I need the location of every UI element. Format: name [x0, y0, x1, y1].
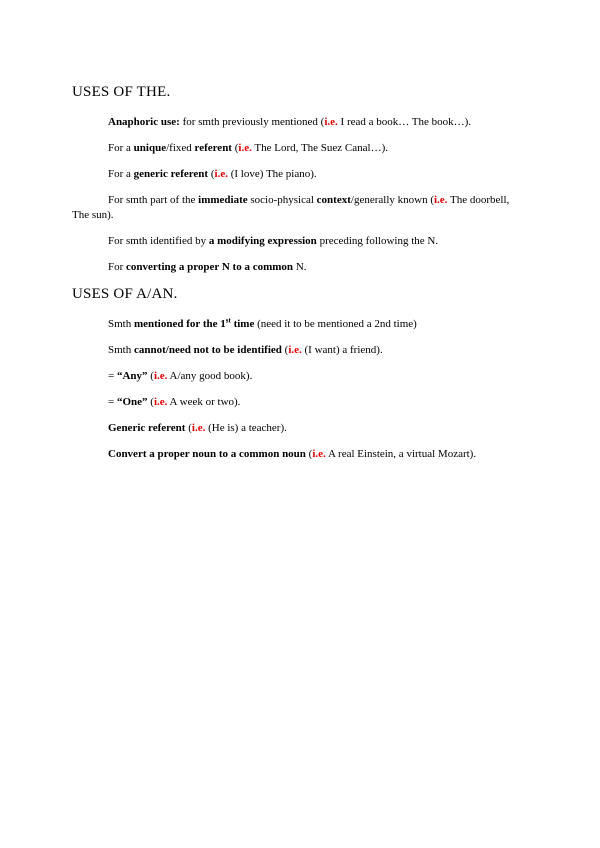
list-item: [72, 115, 512, 130]
list-item: [72, 141, 512, 156]
list-item: [72, 234, 512, 249]
section-title: USES OF A/AN.: [72, 286, 178, 302]
bold-term: cannot/need not to be identified: [133, 344, 282, 356]
bold-term: mentioned for the 1: [133, 318, 226, 330]
list-item: [72, 317, 512, 332]
section-title: USES OF THE.: [72, 84, 171, 100]
text-segment: (: [185, 422, 192, 434]
example-marker: i.e.: [238, 142, 252, 154]
text-segment: A week or two).: [167, 396, 241, 408]
bold-term: immediate: [198, 194, 248, 206]
text-segment: (: [208, 168, 215, 180]
bold-term: generic referent: [133, 168, 209, 180]
text-segment: socio-physical: [247, 194, 317, 206]
text-segment: Smth: [108, 318, 134, 330]
text-segment: =: [108, 370, 117, 382]
text-segment: =: [108, 396, 117, 408]
text-segment: N.: [293, 261, 307, 273]
text-segment: For a: [108, 142, 134, 154]
example-marker: i.e.: [433, 194, 448, 206]
bold-term: Generic referent: [108, 422, 186, 434]
list-item: [72, 193, 512, 223]
example-marker: i.e.: [191, 422, 206, 434]
example-marker: i.e.: [153, 396, 168, 408]
bold-term: Convert a proper noun to a common noun: [108, 448, 306, 460]
text-segment: A real Einstein, a virtual Mozart).: [325, 448, 477, 460]
bold-term: “One”: [116, 396, 148, 408]
text-segment: For smth identified by: [108, 235, 209, 247]
example-marker: i.e.: [153, 370, 168, 382]
text-segment: (need it to be mentioned a 2nd time): [254, 318, 417, 330]
list-item: [72, 395, 512, 410]
example-marker: i.e.: [214, 168, 228, 180]
document-page: [72, 84, 512, 473]
text-segment: for smth previously mentioned (: [179, 116, 325, 128]
list-item: [72, 260, 512, 275]
list-item: [72, 167, 512, 182]
text-segment: For a: [108, 168, 134, 180]
bold-term: a modifying expression: [208, 235, 317, 247]
example-marker: i.e.: [312, 448, 326, 460]
text-segment: The Lord, The Suez Canal…).: [251, 142, 389, 154]
text-segment: The doorbell, The sun).: [72, 194, 510, 221]
text-segment: (: [305, 448, 313, 460]
example-marker: i.e.: [324, 116, 338, 128]
list-item: [72, 421, 512, 436]
bold-term: Anaphoric use:: [108, 116, 180, 128]
bold-term: “Any”: [116, 370, 148, 382]
list-item: [72, 369, 512, 384]
text-segment: /fixed: [166, 142, 195, 154]
text-segment: For smth part of the: [108, 194, 199, 206]
bold-term: context: [316, 194, 351, 206]
bold-term: converting a proper N to a common: [126, 261, 294, 273]
text-segment: /generally known (: [350, 194, 434, 206]
list-item: [72, 447, 512, 462]
text-segment: For: [108, 261, 127, 273]
ordinal-superscript: st: [225, 316, 231, 325]
text-segment: (I love) The piano).: [227, 168, 317, 180]
text-segment: (: [281, 344, 289, 356]
bold-term: referent: [194, 142, 232, 154]
bold-term: unique: [133, 142, 167, 154]
text-segment: (: [147, 396, 154, 408]
bold-term: time: [230, 318, 255, 330]
list-item: [72, 343, 512, 358]
text-segment: A/any good book).: [167, 370, 253, 382]
text-segment: (I want) a friend).: [301, 344, 383, 356]
text-segment: I read a book… The book…).: [337, 116, 472, 128]
text-segment: (: [231, 142, 239, 154]
example-marker: i.e.: [288, 344, 302, 356]
text-segment: preceding following the N.: [316, 235, 439, 247]
text-segment: (He is) a teacher).: [205, 422, 287, 434]
text-segment: (: [147, 370, 154, 382]
text-segment: Smth: [108, 344, 134, 356]
